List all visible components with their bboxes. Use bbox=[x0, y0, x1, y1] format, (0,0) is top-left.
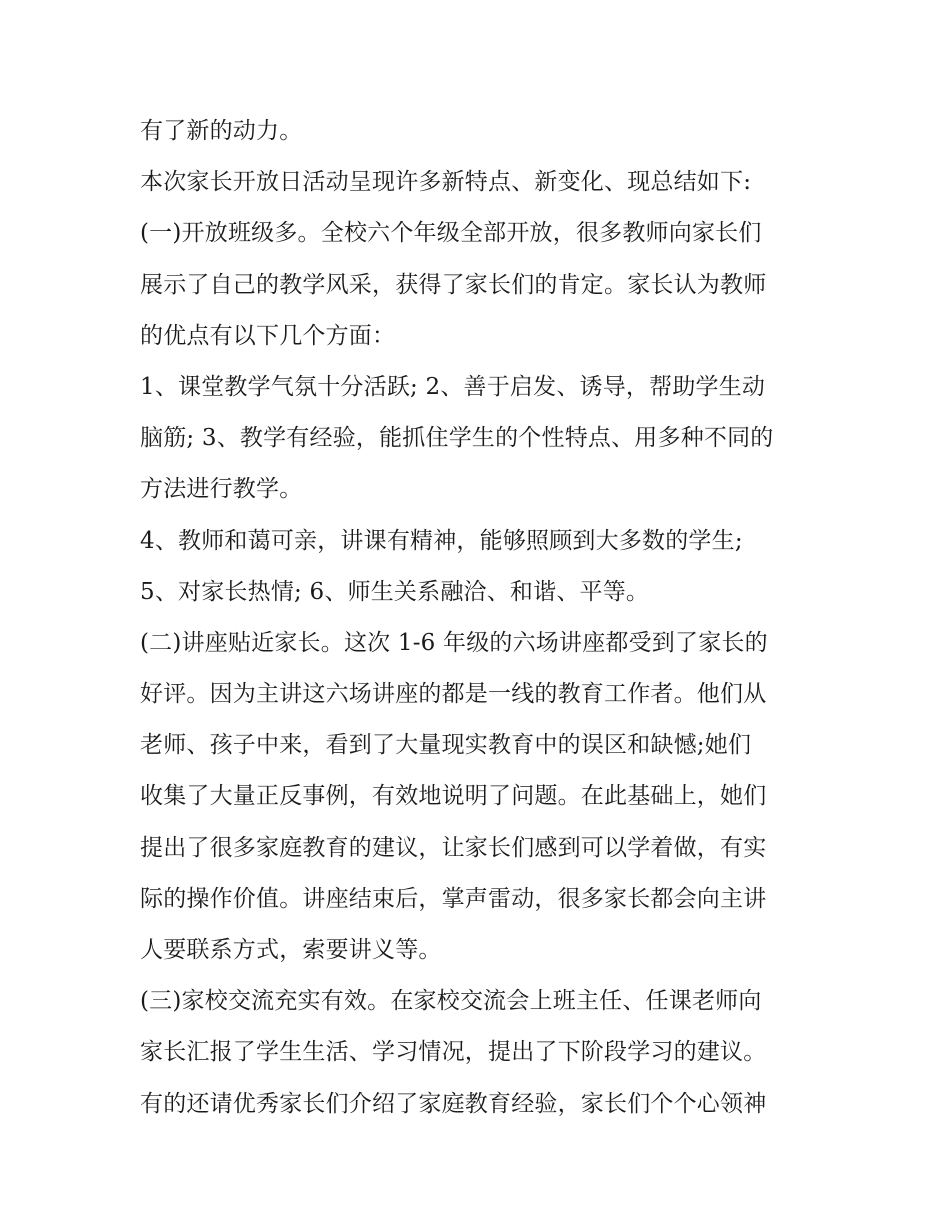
text-line: (二)讲座贴近家长。这次 1-6 年级的六场讲座都受到了家长的 bbox=[140, 629, 768, 656]
text-line: 家长汇报了学生生活、学习情况，提出了下阶段学习的建议。 bbox=[140, 1039, 767, 1066]
text-line: 5、对家长热情; 6、师生关系融洽、和谐、平等。 bbox=[140, 578, 650, 605]
text-line: (一)开放班级多。全校六个年级全部开放，很多教师向家长们 bbox=[140, 220, 762, 247]
text-line: 好评。因为主讲这六场讲座的都是一线的教育工作者。他们从 bbox=[140, 681, 767, 708]
text-line: 提出了很多家庭教育的建议，让家长们感到可以学着做，有实 bbox=[140, 834, 767, 861]
body-text bbox=[140, 106, 830, 1130]
text-line: 人要联系方式，索要讲义等。 bbox=[140, 937, 442, 963]
text-line: 老师、孩子中来，看到了大量现实教育中的误区和缺憾;她们 bbox=[140, 732, 752, 759]
text-line: 方法进行教学。 bbox=[140, 476, 303, 503]
text-line: 1、课堂教学气氛十分活跃; 2、善于启发、诱导，帮助学生动 bbox=[140, 373, 766, 400]
text-line: 本次家长开放日活动呈现许多新特点、新变化、现总结如下: bbox=[140, 169, 752, 196]
text-line: 4、教师和蔼可亲，讲课有精神，能够照顾到大多数的学生; bbox=[140, 527, 743, 554]
text-line: 的优点有以下几个方面： bbox=[140, 322, 396, 349]
text-line: 际的操作价值。讲座结束后，掌声雷动，很多家长都会向主讲 bbox=[140, 885, 767, 912]
text-line: 展示了自己的教学风采，获得了家长们的肯定。家长认为教师 bbox=[140, 271, 767, 298]
text-line: 脑筋; 3、教学有经验，能抓住学生的个性特点、用多种不同的 bbox=[140, 425, 774, 452]
text-line: 有了新的动力。 bbox=[140, 118, 303, 144]
text-line: (三)家校交流充实有效。在家校交流会上班主任、任课老师向 bbox=[140, 988, 762, 1015]
text-line: 收集了大量正反事例，有效地说明了问题。在此基础上，她们 bbox=[140, 783, 767, 810]
text-line: 有的还请优秀家长们介绍了家庭教育经验，家长们个个心领神 bbox=[140, 1090, 767, 1117]
